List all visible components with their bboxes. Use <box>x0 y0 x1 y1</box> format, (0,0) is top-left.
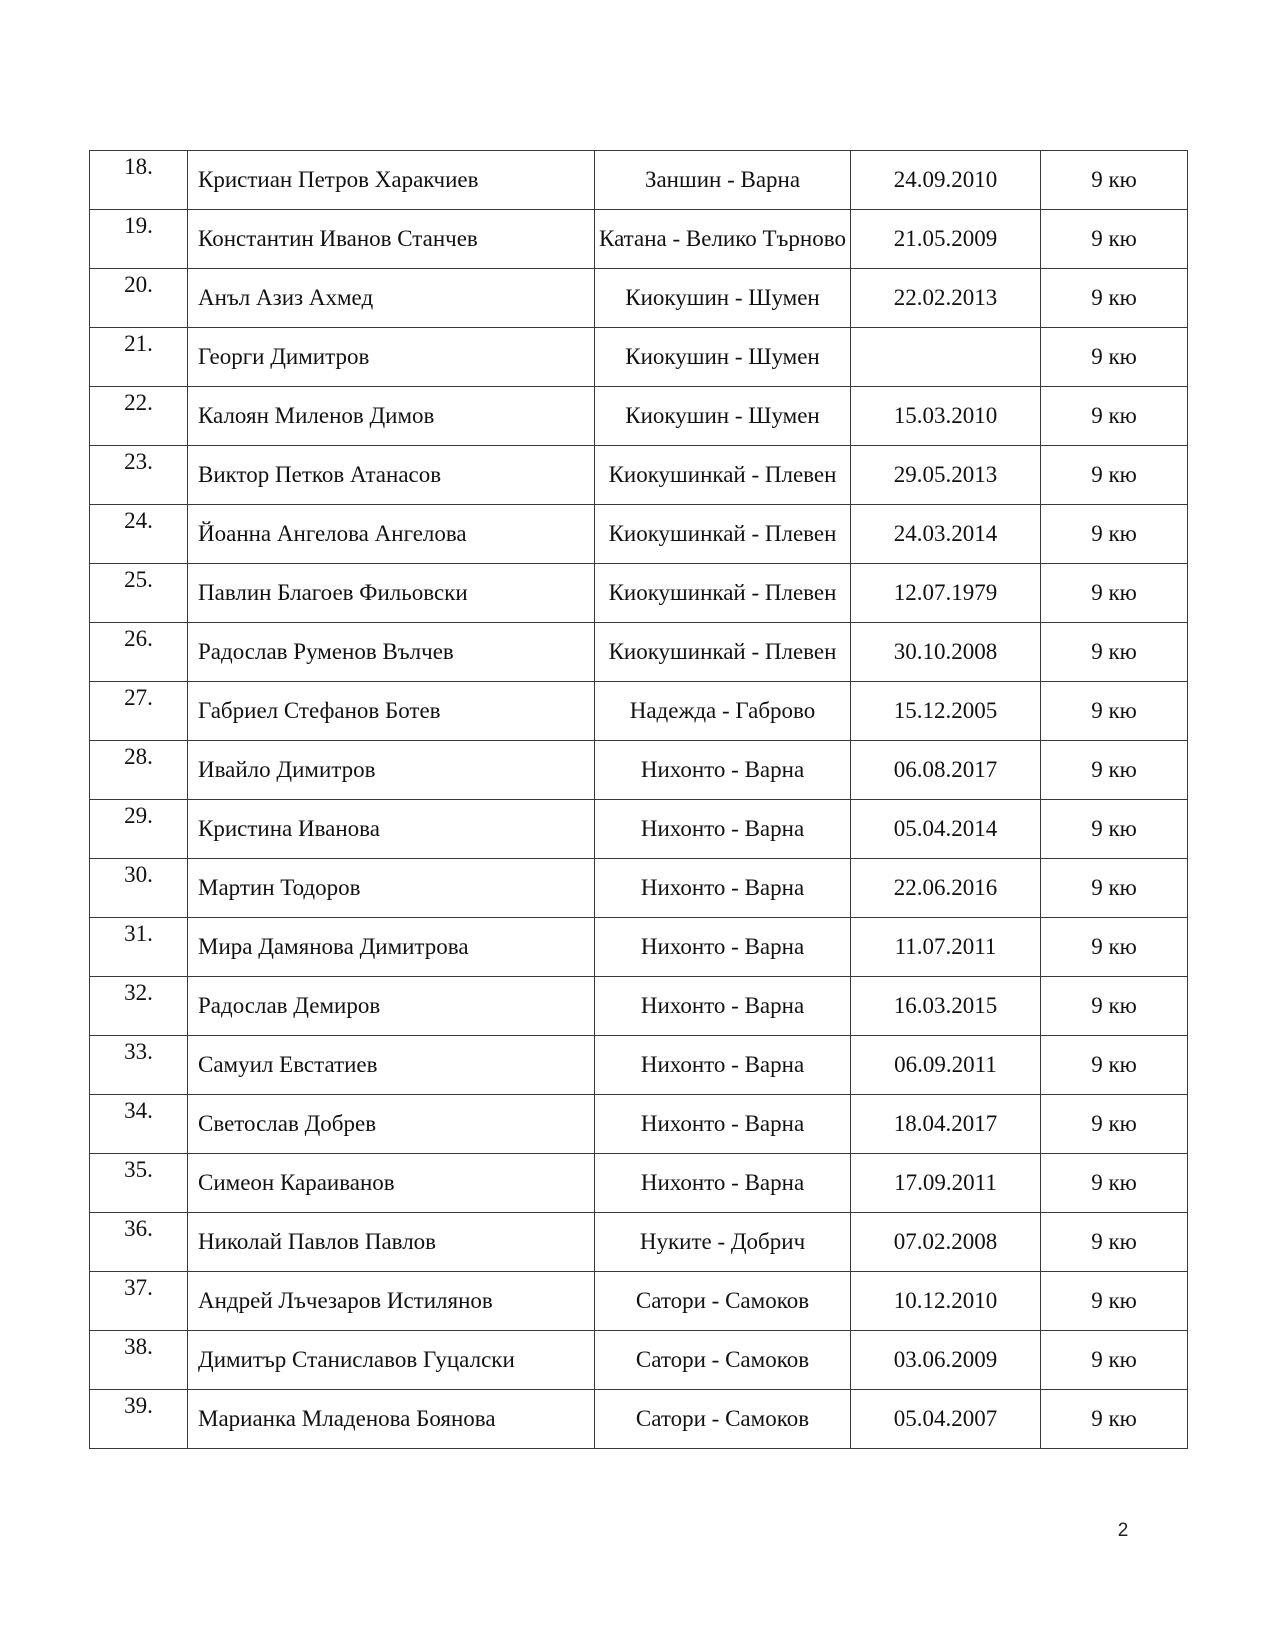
participant-name-cell: Павлин Благоев Фильовски <box>188 564 595 623</box>
participant-name-cell: Марианка Младенова Боянова <box>188 1390 595 1449</box>
participant-name-cell: Калоян Миленов Димов <box>188 387 595 446</box>
table-row <box>90 623 1188 682</box>
rank-cell: 9 кю <box>1041 741 1188 800</box>
row-number-cell: 36. <box>90 1213 188 1272</box>
rank-cell: 9 кю <box>1041 623 1188 682</box>
birth-date-cell: 18.04.2017 <box>851 1095 1041 1154</box>
table-row <box>90 505 1188 564</box>
rank-cell: 9 кю <box>1041 564 1188 623</box>
table-row <box>90 682 1188 741</box>
birth-date-cell: 17.09.2011 <box>851 1154 1041 1213</box>
row-number-cell: 34. <box>90 1095 188 1154</box>
row-number-cell: 19. <box>90 210 188 269</box>
table-row <box>90 1213 1188 1272</box>
club-cell: Киокушинкай - Плевен <box>595 446 851 505</box>
birth-date-cell: 05.04.2007 <box>851 1390 1041 1449</box>
row-number-cell: 38. <box>90 1331 188 1390</box>
participant-name-cell: Радослав Демиров <box>188 977 595 1036</box>
participant-name-cell: Николай Павлов Павлов <box>188 1213 595 1272</box>
participant-name-cell: Симеон Караиванов <box>188 1154 595 1213</box>
row-number-cell: 23. <box>90 446 188 505</box>
birth-date-cell: 21.05.2009 <box>851 210 1041 269</box>
club-cell: Киокушинкай - Плевен <box>595 505 851 564</box>
page-number: 2 <box>1117 1520 1129 1541</box>
birth-date-cell: 16.03.2015 <box>851 977 1041 1036</box>
participant-name-cell: Константин Иванов Станчев <box>188 210 595 269</box>
participant-name-cell: Ивайло Димитров <box>188 741 595 800</box>
row-number-cell: 21. <box>90 328 188 387</box>
birth-date-cell: 24.09.2010 <box>851 151 1041 210</box>
birth-date-cell: 15.03.2010 <box>851 387 1041 446</box>
club-cell: Сатори - Самоков <box>595 1331 851 1390</box>
participant-name-cell: Кристиан Петров Харакчиев <box>188 151 595 210</box>
rank-cell: 9 кю <box>1041 1036 1188 1095</box>
rank-cell: 9 кю <box>1041 269 1188 328</box>
club-cell: Нихонто - Варна <box>595 1036 851 1095</box>
club-cell: Нихонто - Варна <box>595 1154 851 1213</box>
club-cell: Нихонто - Варна <box>595 859 851 918</box>
rank-cell: 9 кю <box>1041 505 1188 564</box>
table-row <box>90 800 1188 859</box>
birth-date-cell: 11.07.2011 <box>851 918 1041 977</box>
row-number-cell: 29. <box>90 800 188 859</box>
rank-cell: 9 кю <box>1041 1095 1188 1154</box>
rank-cell: 9 кю <box>1041 1213 1188 1272</box>
birth-date-cell: 12.07.1979 <box>851 564 1041 623</box>
rank-cell: 9 кю <box>1041 682 1188 741</box>
table-row <box>90 977 1188 1036</box>
row-number-cell: 32. <box>90 977 188 1036</box>
rank-cell: 9 кю <box>1041 328 1188 387</box>
birth-date-cell: 10.12.2010 <box>851 1272 1041 1331</box>
row-number-cell: 35. <box>90 1154 188 1213</box>
participant-name-cell: Виктор Петков Атанасов <box>188 446 595 505</box>
club-cell: Нихонто - Варна <box>595 741 851 800</box>
club-cell: Нихонто - Варна <box>595 800 851 859</box>
club-cell: Киокушинкай - Плевен <box>595 564 851 623</box>
rank-cell: 9 кю <box>1041 859 1188 918</box>
club-cell: Киокушин - Шумен <box>595 387 851 446</box>
row-number-cell: 30. <box>90 859 188 918</box>
club-cell: Катана - Велико Търново <box>595 210 851 269</box>
row-number-cell: 24. <box>90 505 188 564</box>
birth-date-cell: 22.02.2013 <box>851 269 1041 328</box>
participant-name-cell: Кристина Иванова <box>188 800 595 859</box>
row-number-cell: 18. <box>90 151 188 210</box>
row-number-cell: 27. <box>90 682 188 741</box>
row-number-cell: 20. <box>90 269 188 328</box>
club-cell: Надежда - Габрово <box>595 682 851 741</box>
table-row <box>90 918 1188 977</box>
club-cell: Нихонто - Варна <box>595 1095 851 1154</box>
table-row <box>90 151 1188 210</box>
rank-cell: 9 кю <box>1041 387 1188 446</box>
birth-date-cell: 06.09.2011 <box>851 1036 1041 1095</box>
participant-name-cell: Мартин Тодоров <box>188 859 595 918</box>
rank-cell: 9 кю <box>1041 210 1188 269</box>
table-row <box>90 210 1188 269</box>
club-cell: Киокушин - Шумен <box>595 328 851 387</box>
rank-cell: 9 кю <box>1041 1331 1188 1390</box>
birth-date-cell: 29.05.2013 <box>851 446 1041 505</box>
participant-name-cell: Мира Дамянова Димитрова <box>188 918 595 977</box>
birth-date-cell: 05.04.2014 <box>851 800 1041 859</box>
table-row <box>90 1036 1188 1095</box>
participant-name-cell: Анъл Азиз Ахмед <box>188 269 595 328</box>
rank-cell: 9 кю <box>1041 977 1188 1036</box>
participant-name-cell: Светослав Добрев <box>188 1095 595 1154</box>
rank-cell: 9 кю <box>1041 918 1188 977</box>
rank-cell: 9 кю <box>1041 446 1188 505</box>
table-row <box>90 1272 1188 1331</box>
table-row <box>90 1154 1188 1213</box>
rank-cell: 9 кю <box>1041 151 1188 210</box>
participant-name-cell: Йоанна Ангелова Ангелова <box>188 505 595 564</box>
table-row <box>90 741 1188 800</box>
participant-name-cell: Димитър Станиславов Гуцалски <box>188 1331 595 1390</box>
table-row <box>90 859 1188 918</box>
club-cell: Нихонто - Варна <box>595 977 851 1036</box>
club-cell: Киокушин - Шумен <box>595 269 851 328</box>
birth-date-cell: 22.06.2016 <box>851 859 1041 918</box>
row-number-cell: 39. <box>90 1390 188 1449</box>
birth-date-cell: 06.08.2017 <box>851 741 1041 800</box>
participant-name-cell: Радослав Руменов Вълчев <box>188 623 595 682</box>
table-row <box>90 1390 1188 1449</box>
club-cell: Киокушинкай - Плевен <box>595 623 851 682</box>
club-cell: Нуките - Добрич <box>595 1213 851 1272</box>
table-row <box>90 446 1188 505</box>
birth-date-cell: 15.12.2005 <box>851 682 1041 741</box>
row-number-cell: 26. <box>90 623 188 682</box>
birth-date-cell: 03.06.2009 <box>851 1331 1041 1390</box>
club-cell: Заншин - Варна <box>595 151 851 210</box>
participant-name-cell: Габриел Стефанов Ботев <box>188 682 595 741</box>
participant-name-cell: Георги Димитров <box>188 328 595 387</box>
row-number-cell: 31. <box>90 918 188 977</box>
rank-cell: 9 кю <box>1041 800 1188 859</box>
rank-cell: 9 кю <box>1041 1154 1188 1213</box>
row-number-cell: 33. <box>90 1036 188 1095</box>
row-number-cell: 22. <box>90 387 188 446</box>
table-row <box>90 328 1188 387</box>
rank-cell: 9 кю <box>1041 1272 1188 1331</box>
row-number-cell: 25. <box>90 564 188 623</box>
participants-table-body <box>90 151 1188 1449</box>
birth-date-cell: 30.10.2008 <box>851 623 1041 682</box>
club-cell: Сатори - Самоков <box>595 1390 851 1449</box>
table-row <box>90 1331 1188 1390</box>
birth-date-cell <box>851 328 1041 387</box>
rank-cell: 9 кю <box>1041 1390 1188 1449</box>
participant-name-cell: Андрей Лъчезаров Истилянов <box>188 1272 595 1331</box>
table-row <box>90 387 1188 446</box>
participants-table <box>89 150 1188 1449</box>
club-cell: Нихонто - Варна <box>595 918 851 977</box>
participant-name-cell: Самуил Евстатиев <box>188 1036 595 1095</box>
birth-date-cell: 07.02.2008 <box>851 1213 1041 1272</box>
table-row <box>90 1095 1188 1154</box>
birth-date-cell: 24.03.2014 <box>851 505 1041 564</box>
row-number-cell: 37. <box>90 1272 188 1331</box>
table-row <box>90 564 1188 623</box>
table-row <box>90 269 1188 328</box>
row-number-cell: 28. <box>90 741 188 800</box>
club-cell: Сатори - Самоков <box>595 1272 851 1331</box>
